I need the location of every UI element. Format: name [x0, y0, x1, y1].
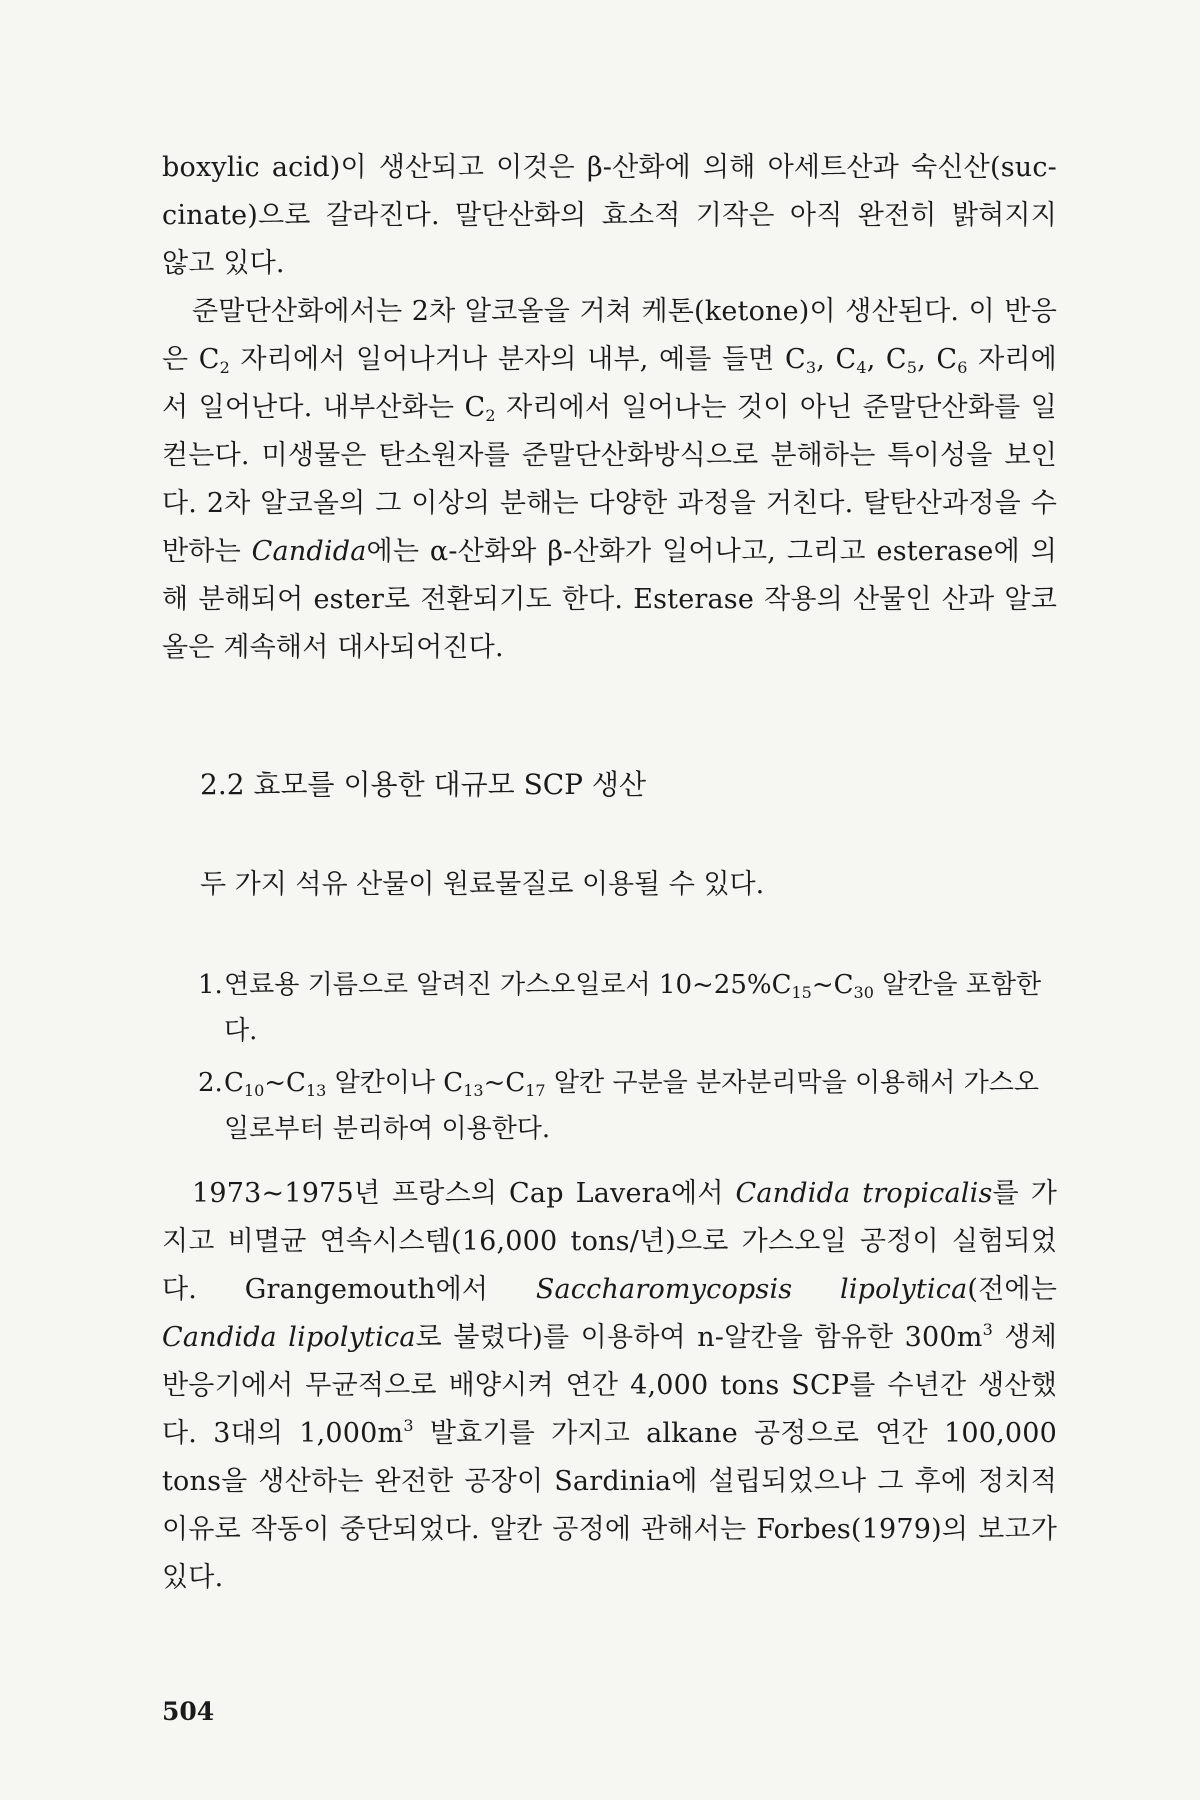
text-run: C — [224, 1068, 244, 1098]
text-run: ~C — [483, 1068, 526, 1098]
paragraph-industrial-history — [162, 1170, 1057, 1602]
list-item-1 — [198, 962, 1058, 1054]
subscript: 4 — [856, 358, 867, 377]
page-number: 504 — [162, 1697, 215, 1726]
species-name: Candida — [251, 536, 367, 567]
superscript: 3 — [982, 1320, 993, 1339]
text-run: 연료용 기름으로 알려진 가스오일로서 10~25%C — [224, 970, 792, 1000]
text-run: 발효기를 가지고 alkane 공정으로 연간 100,000 tons을 생산하는 완전한 공장이 Sardinia에 설립되었으나 그 후에 정치적 이유로 작동이 중단되었다. 알칸 공정에 관해서는 Forbes(1979)의 보고가 있다. — [162, 1418, 1058, 1593]
subscript: 17 — [525, 1081, 546, 1100]
text-run: 로 불렸다)를 이용하여 n-알칸을 함유한 300m — [415, 1322, 983, 1353]
subscript: 2 — [485, 406, 496, 425]
text-run: 생체반응기에서 무균적으로 배양시켜 연간 4,000 tons SCP를 수년간 생산했다. 3대의 1,000m — [162, 1322, 1057, 1449]
text-run: 1973~1975년 프랑스의 Cap Lavera에서 — [192, 1178, 736, 1209]
text-run: ~C — [811, 970, 854, 1000]
subscript: 2 — [219, 358, 230, 377]
text-run: 자리에서 일어난다. 내부산화는 C — [162, 344, 1057, 423]
species-name: Saccharomycopsis lipolytica — [535, 1274, 968, 1305]
subscript: 13 — [463, 1081, 484, 1100]
text-run: 알칸을 포함한다. — [224, 970, 1042, 1046]
text-run: , C — [816, 344, 857, 375]
text-run: (전에는 — [967, 1274, 1057, 1305]
subscript: 5 — [906, 358, 918, 377]
text-run: 알칸 구분을 분자분리막을 이용해서 가스오일로부터 분리하여 이용한다. — [224, 1068, 1040, 1144]
superscript: 3 — [403, 1416, 414, 1435]
text-run: 알칸이나 C — [326, 1068, 464, 1098]
text-run: 자리에서 일어나는 것이 아닌 준말단산화를 일컫는다. 미생물은 탄소원자를 준말단산화방식으로 분해하는 특이성을 보인다. 2차 알코올의 그 이상의 분해는 다양한 과정을 거친다. 탈탄산과정을 수반하는 — [162, 392, 1057, 567]
species-name: Candida tropicalis — [735, 1178, 993, 1209]
list-number: 2. — [198, 1068, 223, 1098]
subscript: 13 — [305, 1081, 327, 1100]
numbered-list — [198, 962, 1058, 1152]
paragraph-subterminal-oxidation — [162, 288, 1057, 672]
list-number: 1. — [198, 970, 223, 1000]
subscript: 6 — [957, 358, 968, 377]
intro-sentence: 두 가지 석유 산물이 원료물질로 이용될 수 있다. — [200, 869, 765, 900]
text-run: ~C — [264, 1068, 306, 1098]
text-run: 자리에서 일어나거나 분자의 내부, 예를 들면 C — [229, 344, 806, 375]
list-item-2 — [198, 1060, 1058, 1152]
species-name: Candida lipolytica — [162, 1322, 416, 1353]
subscript: 3 — [805, 358, 817, 377]
subscript: 30 — [853, 983, 874, 1002]
text-run: 에는 α-산화와 β-산화가 일어나고, 그리고 esterase에 의해 분해되어 ester로 전환되기도 한다. Esterase 작용의 산물인 산과 알코올은 계속해서 대사되어진다. — [162, 536, 1057, 663]
text-run: 준말단산화에서는 2차 알코올을 거쳐 케톤(ketone)이 생산된다. 이 반응은 C — [162, 296, 1057, 375]
subscript: 10 — [243, 1081, 265, 1100]
line-3: 않고 있다. — [162, 248, 285, 279]
line-1: boxylic acid)이 생산되고 이것은 β-산화에 의해 아세트산과 숙신산(suc- — [162, 152, 1057, 183]
section-heading: 2.2 효모를 이용한 대규모 SCP 생산 — [200, 768, 647, 801]
line-2: cinate)으로 갈라진다. 말단산화의 효소적 기작은 아직 완전히 밝혀지지 — [162, 200, 1057, 231]
text-run: , C — [866, 344, 907, 375]
paragraph-continuation — [162, 144, 1057, 288]
text-run: , C — [917, 344, 958, 375]
subscript: 15 — [791, 983, 812, 1002]
text-run: 를 가지고 비멸균 연속시스템(16,000 tons/년)으로 가스오일 공정이 실험되었다. Grangemouth에서 — [162, 1178, 1057, 1305]
